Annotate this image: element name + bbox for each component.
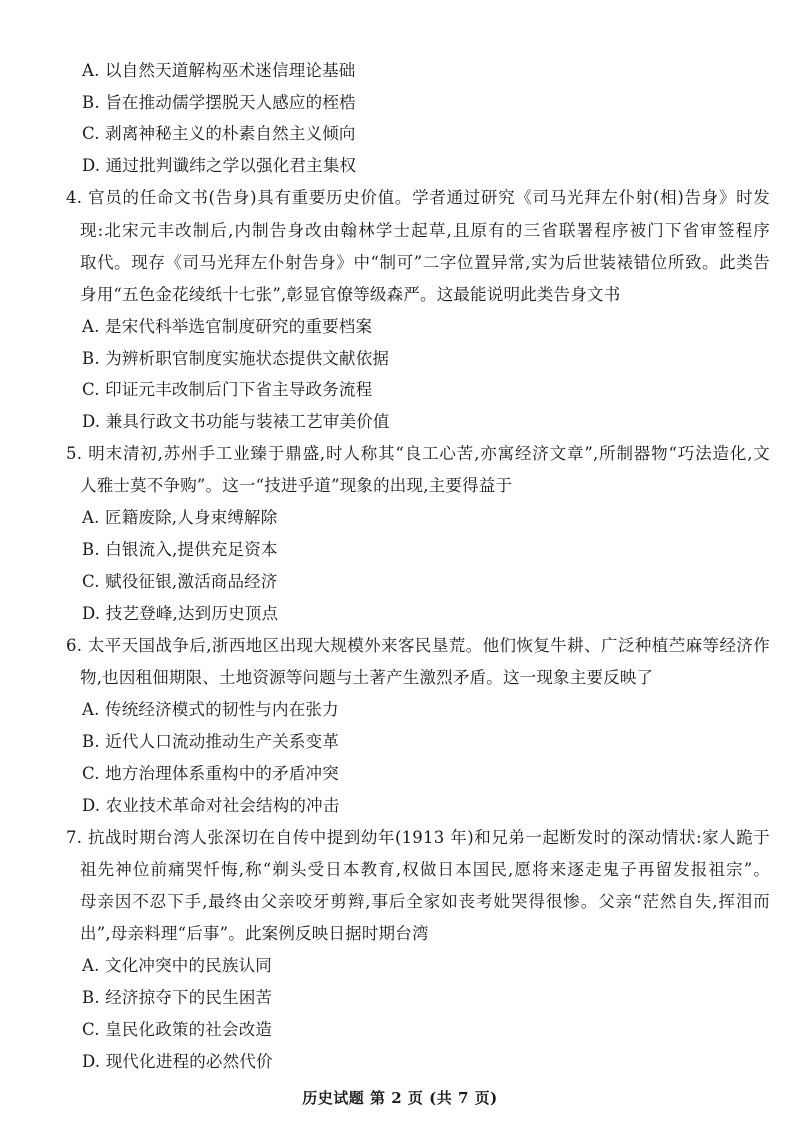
q4-option-d: D. 兼具行政文书功能与装裱工艺审美价值 bbox=[82, 412, 390, 431]
q7-stem-line-4: 出”,母亲料理“后事”。此案例反映日据时期台湾 bbox=[80, 924, 429, 943]
prev-option-a: A. 以自然天道解构巫术迷信理论基础 bbox=[82, 61, 356, 80]
prev-option-d: D. 通过批判谶纬之学以强化君主集权 bbox=[82, 156, 357, 175]
q7-option-d: D. 现代化进程的必然代价 bbox=[82, 1052, 273, 1071]
q7-stem-line-2: 祖先神位前痛哭忏悔,称“剃头受日本教育,权做日本国民,愿将来逐走鬼子再留发报祖宗”。 bbox=[80, 860, 770, 879]
q6-option-c: C. 地方治理体系重构中的矛盾冲突 bbox=[82, 764, 339, 783]
page-footer: 历史试题 第 2 页 (共 7 页) bbox=[302, 1089, 498, 1107]
q5-option-d: D. 技艺登峰,达到历史顶点 bbox=[82, 604, 279, 623]
q4-stem-line-4: 身用“五色金花绫纸十七张”,彰显官僚等级森严。这最能说明此类告身文书 bbox=[80, 285, 621, 304]
q5-stem-line-2: 人雅士莫不争购”。这一“技进乎道”现象的出现,主要得益于 bbox=[80, 476, 513, 495]
prev-option-c: C. 剥离神秘主义的朴素自然主义倾向 bbox=[82, 124, 356, 143]
q4-stem-line-2: 现:北宋元丰改制后,内制告身改由翰林学士起草,且原有的三省联署程序被门下省审签程序 bbox=[80, 221, 770, 240]
q6-stem-line-2: 物,也因租佃期限、土地资源等问题与土著产生激烈矛盾。这一现象主要反映了 bbox=[80, 668, 654, 687]
q4-option-c: C. 印证元丰改制后门下省主导政务流程 bbox=[82, 380, 373, 399]
q5-stem-line-1: 5. 明末清初,苏州手工业臻于鼎盛,时人称其“良工心苦,亦寓经济文章”,所制器物“巧法造化,文 bbox=[66, 444, 770, 463]
q4-option-b: B. 为辨析职官制度实施状态提供文献依据 bbox=[82, 349, 390, 368]
q7-option-a: A. 文化冲突中的民族认同 bbox=[82, 956, 273, 975]
prev-option-b: B. 旨在推动儒学摆脱天人感应的桎梏 bbox=[82, 93, 356, 112]
q6-option-a: A. 传统经济模式的韧性与内在张力 bbox=[82, 700, 339, 719]
q6-option-b: B. 近代人口流动推动生产关系变革 bbox=[82, 732, 340, 751]
q6-stem-line-1: 6. 太平天国战争后,浙西地区出现大规模外来客民垦荒。他们恢复牛耕、广泛种植苎麻等经济作 bbox=[66, 636, 770, 655]
q6-option-d: D. 农业技术革命对社会结构的冲击 bbox=[82, 796, 340, 815]
q4-option-a: A. 是宋代科举选官制度研究的重要档案 bbox=[82, 317, 373, 336]
q5-option-a: A. 匠籍废除,人身束缚解除 bbox=[82, 508, 278, 527]
q7-stem-line-1: 7. 抗战时期台湾人张深切在自传中提到幼年(1913 年)和兄弟一起断发时的深动情状:家人跪于 bbox=[66, 828, 770, 847]
q4-stem-line-3: 取代。现存《司马光拜左仆射告身》中“制可”二字位置异常,实为后世装裱错位所致。此类告 bbox=[80, 253, 770, 272]
q5-option-c: C. 赋役征银,激活商品经济 bbox=[82, 572, 278, 591]
q5-option-b: B. 白银流入,提供充足资本 bbox=[82, 540, 278, 559]
q7-stem-line-3: 母亲因不忍下手,最终由父亲咬牙剪辫,事后全家如丧考妣哭得很惨。父亲“茫然自失,挥泪而 bbox=[80, 892, 770, 911]
q7-option-c: C. 皇民化政策的社会改造 bbox=[82, 1020, 273, 1039]
q7-option-b: B. 经济掠夺下的民生困苦 bbox=[82, 988, 273, 1007]
q4-stem-line-1: 4. 官员的任命文书(告身)具有重要历史价值。学者通过研究《司马光拜左仆射(相)告身》时发 bbox=[66, 188, 770, 207]
